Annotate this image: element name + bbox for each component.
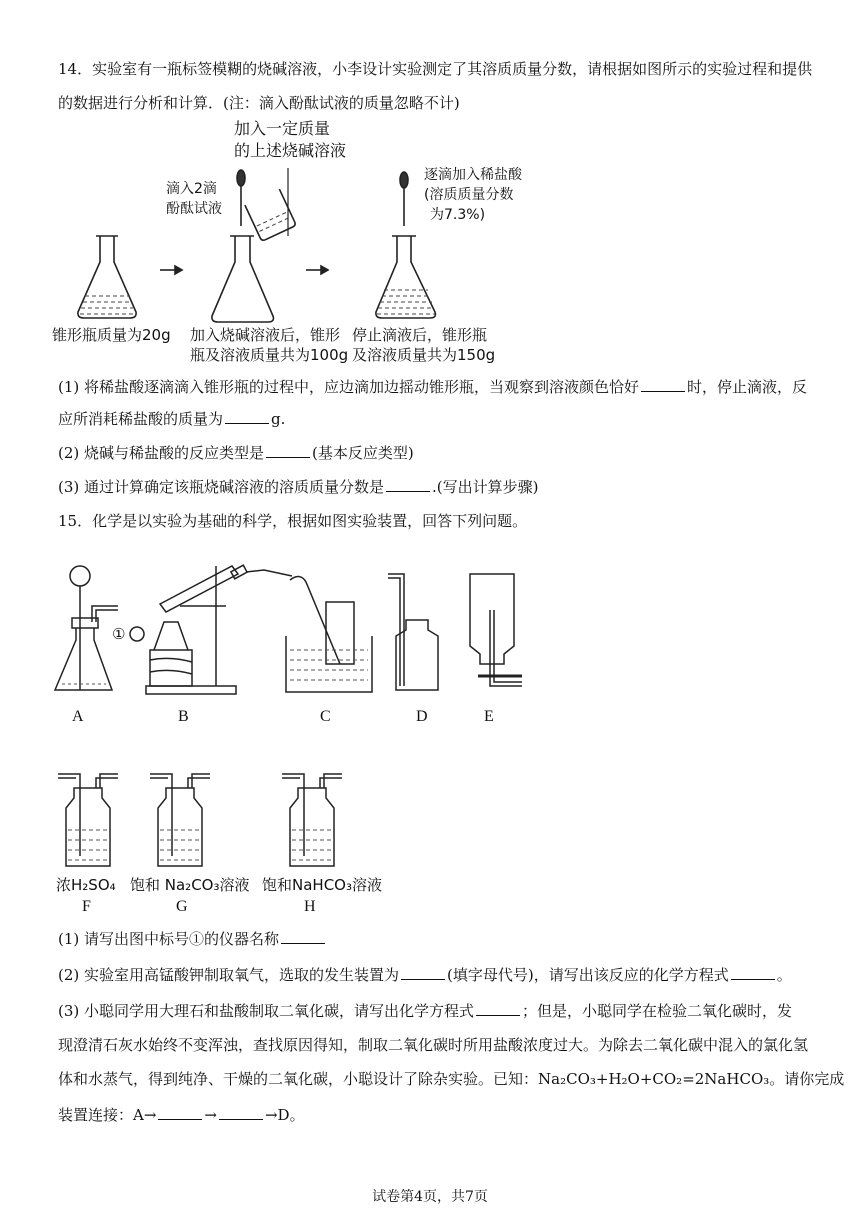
q15-sub2 [58, 964, 792, 986]
bottle-h-reagent: 饱和NaHCO₃溶液 [262, 876, 382, 894]
q14-intro-line1: 14．实验室有一瓶标签模糊的烧碱溶液，小李设计实验测定了其溶质质量分数，请根据如图所示的实验过程和提供 [58, 60, 813, 78]
label-g: G [176, 898, 188, 915]
q14-sub1-text-c: 应所消耗稀盐酸的质量为 [58, 410, 224, 428]
fig-phenol-label-2: 酚酞试液 [166, 201, 222, 217]
q15-sub3-equation: Na₂CO₃+H₂O+CO₂=2NaHCO₃ [538, 1070, 770, 1088]
q15-sub3-line4 [58, 1104, 305, 1126]
label-c: C [320, 708, 331, 725]
answer-blank[interactable] [281, 929, 325, 944]
q14-sub1-text-a: (1) 将稀盐酸逐滴滴入锥形瓶的过程中，应边滴加边摇动锥形瓶，当观察到溶液颜色恰好 [58, 378, 640, 396]
q15-sub2-text-c: 。 [776, 966, 792, 984]
apparatus-d [388, 574, 438, 690]
q15-sub2-text-a: (2) 实验室用高锰酸钾制取氧气，选取的发生装置为 [58, 966, 400, 984]
label-a: A [72, 708, 84, 725]
q15-sub3-text-e: 装置连接：A→ [58, 1106, 157, 1124]
fig-add-base-label-1: 加入一定质量 [234, 119, 331, 138]
q14-sub2-text-b: (基本反应类型) [312, 444, 414, 462]
q14-sub1-text-b: 时，停止滴液，反 [687, 378, 808, 396]
fig-caption-2-line1: 加入烧碱溶液后，锥形 [190, 326, 341, 344]
fig-hcl-label-1: 逐滴加入稀盐酸 [424, 167, 522, 183]
bottle-f-reagent: 浓H₂SO₄ [56, 876, 116, 894]
q14-sub2-text-a: (2) 烧碱与稀盐酸的反应类型是 [58, 444, 265, 462]
q15-sub3-text-f: → [204, 1106, 217, 1124]
q15-sub3-line3 [58, 1068, 844, 1090]
answer-blank[interactable] [476, 1001, 520, 1016]
answer-blank[interactable] [158, 1105, 202, 1120]
label-e: E [484, 708, 494, 725]
fig-add-base-label-2: 的上述烧碱溶液 [234, 141, 347, 160]
apparatus-b [130, 565, 292, 694]
fig-caption-1: 锥形瓶质量为20g [52, 326, 171, 344]
q15-sub3-text-g: →D。 [264, 1106, 305, 1124]
q14-sub3-text-b: .(写出计算步骤) [432, 478, 539, 496]
q14-sub1-text-d: g. [271, 410, 286, 428]
apparatus-c [286, 576, 372, 692]
q15-sub3-line1 [58, 1000, 792, 1022]
wash-bottle-f [58, 774, 118, 866]
q15-sub1 [58, 928, 327, 950]
wash-bottle-h [282, 774, 342, 866]
q15-sub3-text-d: 。请你完成 [769, 1070, 845, 1088]
fig-phenol-label-1: 滴入2滴 [166, 181, 217, 197]
q14-intro-line2: 的数据进行分析和计算．(注：滴入酚酞试液的质量忽略不计) [58, 94, 460, 112]
bottle-g-reagent: 饱和 Na₂CO₃溶液 [130, 876, 250, 894]
q15-sub3-text-c: 体和水蒸气，得到纯净、干燥的二氧化碳，小聪设计了除杂实验。已知： [58, 1070, 539, 1088]
apparatus-a [55, 566, 118, 690]
answer-blank[interactable] [219, 1105, 263, 1120]
label-d: D [416, 708, 428, 725]
fig-caption-3-line2: 及溶液质量共为150g [352, 346, 496, 364]
fig-caption-3-line1: 停止滴液后，锥形瓶 [352, 326, 488, 344]
q15-sub3-text-b: ；但是，小聪同学在检验二氧化碳时，发 [522, 1002, 793, 1020]
label-h: H [304, 898, 316, 915]
answer-blank[interactable] [401, 965, 445, 980]
apparatus-e [470, 574, 522, 686]
q15-sub3-line2: 现澄清石灰水始终不变浑浊，查找原因得知，制取二氧化碳时所用盐酸浓度过大。为除去二氧化碳中混入的氯化氢 [58, 1036, 809, 1054]
wash-bottle-g [150, 774, 210, 866]
fig-hcl-label-2: (溶质质量分数 [424, 187, 514, 203]
q15-sub3-text-a: (3) 小聪同学用大理石和盐酸制取二氧化碳，请写出化学方程式 [58, 1002, 475, 1020]
q15-sub2-text-b: (填字母代号)，请写出该反应的化学方程式 [447, 966, 729, 984]
answer-blank[interactable] [731, 965, 775, 980]
q15-intro: 15．化学是以实验为基础的科学，根据如图实验装置，回答下列问题。 [58, 512, 528, 530]
q15-sub1-text: (1) 请写出图中标号①的仪器名称 [58, 930, 280, 948]
fig-caption-2-line2: 瓶及溶液质量共为100g [190, 346, 349, 364]
marker-circled-1: ① [112, 625, 126, 643]
label-b: B [178, 708, 189, 725]
label-f: F [82, 898, 91, 915]
fig-hcl-label-3: 为7.3%) [430, 207, 486, 223]
q14-sub3-text-a: (3) 通过计算确定该瓶烧碱溶液的溶质质量分数是 [58, 478, 385, 496]
page-footer: 试卷第4页，共7页 [372, 1189, 488, 1205]
